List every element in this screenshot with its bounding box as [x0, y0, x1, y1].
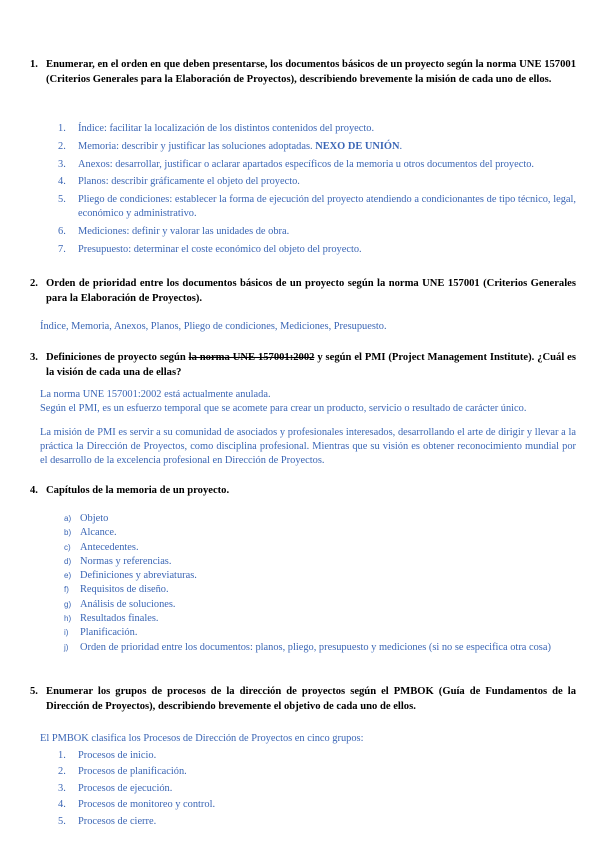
nexo-emphasis: NEXO DE UNIÓN — [315, 140, 400, 152]
question-text: Capítulos de la memoria de un proyecto. — [46, 485, 230, 496]
list-item: 3. Procesos de ejecución. — [58, 782, 173, 794]
list-item: d) Normas y referencias. — [64, 555, 172, 567]
list-item: a) Objeto — [64, 513, 109, 524]
list-item: 2. Memoria: describir y justificar las soluciones adoptadas. NEXO DE UNIÓN. — [58, 140, 403, 152]
list-item: 4. Procesos de monitoreo y control. — [58, 799, 216, 811]
list-item: f) Requisitos de diseño. — [64, 584, 169, 596]
list-item: g) Análisis de soluciones. — [64, 598, 176, 610]
list-item: b) Alcance. — [64, 527, 117, 539]
question-text: Enumerar, en el orden en que deben presentarse, los documentos básicos de un proyecto según la norma UNE 157001 (Criterios Generales para la Elaboración de Proyectos), describiendo brevemente la misión de cada uno de ellos. — [46, 59, 576, 85]
q3-answer-line-2: Según el PMI, es un esfuerzo temporal que se acomete para crear un producto, servicio o resultado de carácter único. — [40, 403, 527, 414]
question-4 — [30, 483, 576, 498]
q3-answer-line-1: La norma UNE 157001:2002 está actualmente anulada. — [40, 389, 271, 400]
q4-chapter-list — [64, 512, 576, 655]
list-item: h) Resultados finales. — [64, 613, 159, 625]
list-item: 1. Procesos de inicio. — [58, 750, 157, 761]
question-number: 5. — [30, 686, 38, 697]
list-item: 4. Planos: describir gráficamente el objeto del proyecto. — [58, 176, 300, 188]
list-item: j) Orden de prioridad entre los documentos: planos, pliego, presupuesto y mediciones (si no se especifica otra cosa) — [64, 641, 551, 653]
question-text: Orden de prioridad entre los documentos básicos de un proyecto según la norma UNE 157001 (Criterios Generales para la Elaboración de Proyectos). — [46, 278, 576, 304]
question-number: 3. — [30, 352, 38, 363]
struck-text: la norma UNE 157001:2002 — [188, 352, 315, 363]
q5-process-list — [58, 749, 576, 828]
list-item: 7. Presupuesto: determinar el coste económico del objeto del proyecto. — [58, 243, 362, 255]
list-item: 1. Índice: facilitar la localización de los distintos contenidos del proyecto. — [58, 123, 375, 134]
question-5 — [30, 684, 576, 714]
question-number: 2. — [30, 278, 38, 289]
question-number: 1. — [30, 59, 38, 70]
question-1 — [30, 57, 576, 87]
list-item: i) Planificación. — [64, 627, 138, 639]
question-number: 4. — [30, 485, 38, 496]
list-item: 5. Pliego de condiciones: establecer la forma de ejecución del proyecto atendiendo a condicionantes de tipo técnico, legal, económico y administrativo. — [58, 194, 576, 219]
list-item: 2. Procesos de planificación. — [58, 766, 187, 778]
q3-answer-paragraph: La misión de PMI es servir a su comunidad de asociados y profesionales interesados, desarrollando el arte de dirigir y llevar a la práctica la Dirección de Proyectos, como disciplina profesional. Mientras que su visión es obtener reconocimiento mundial por el desarrollo de la excelencia profesional en Dirección de Proyectos. — [40, 427, 576, 466]
question-2 — [30, 276, 576, 306]
list-item: 5. Procesos de cierre. — [58, 815, 157, 827]
list-item: 3. Anexos: desarrollar, justificar o aclarar apartados específicos de la memoria u otros documentos del proyecto. — [58, 158, 535, 170]
question-text: Enumerar los grupos de procesos de la dirección de proyectos según el PMBOK (Guía de Fundamentos de la Dirección de Proyectos), describiendo brevemente el objetivo de cada uno de ellos. — [46, 686, 576, 712]
list-item: c) Antecedentes. — [64, 541, 139, 553]
q1-answer-list — [58, 122, 576, 256]
list-item: 6. Mediciones: definir y valorar las unidades de obra. — [58, 225, 290, 237]
list-item: e) Definiciones y abreviaturas. — [64, 570, 197, 582]
question-3: 3. Definiciones de proyecto según la norma UNE 157001:2002 y según el PMI (Project Management Institute). ¿Cuál es la visión de cada una de ellas? — [30, 352, 577, 378]
q2-answer: Índice, Memoria, Anexos, Planos, Pliego de condiciones, Mediciones, Presupuesto. — [40, 321, 387, 332]
q5-intro: El PMBOK clasifica los Procesos de Dirección de Proyectos en cinco grupos: — [40, 733, 364, 744]
